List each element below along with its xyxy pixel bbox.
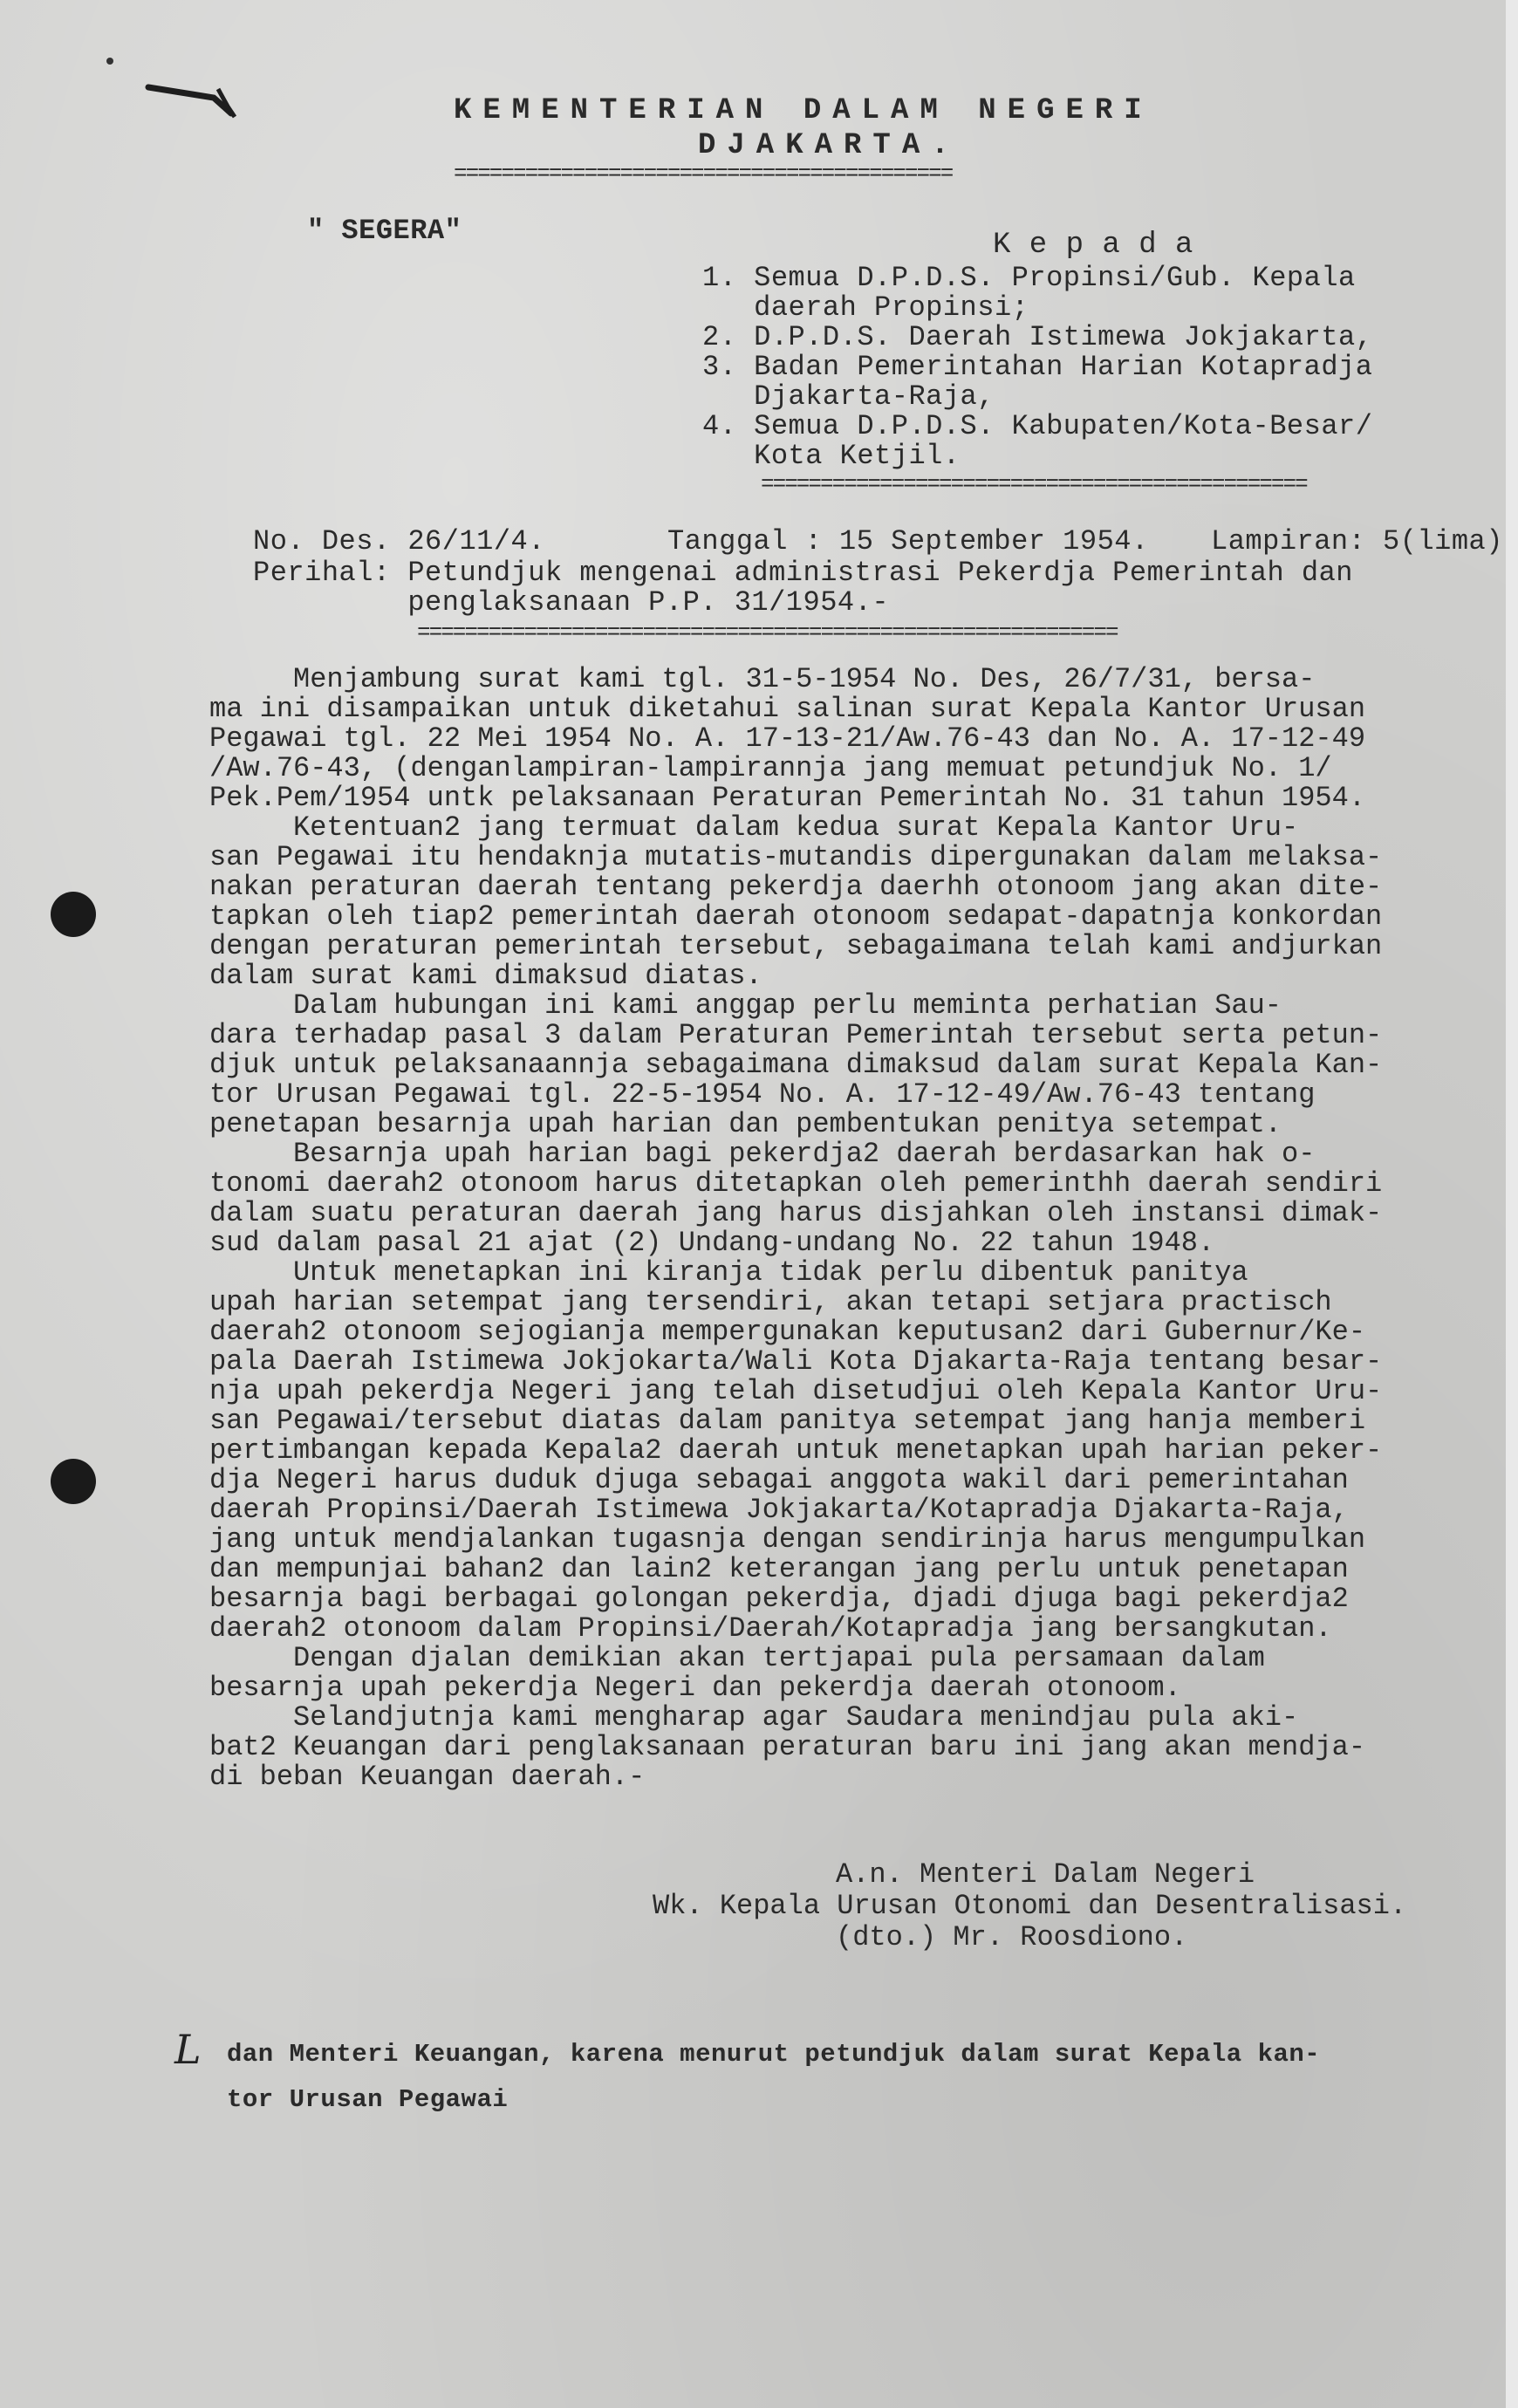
body-line: dan mempunjai bahan2 dan lain2 keterangan jang perlu untuk penetapan: [209, 1553, 1349, 1585]
attachment-count: Lampiran: 5(lima): [1211, 525, 1503, 558]
body-line: daerah2 otonoom sejogianja mempergunakan keputusan2 dari Gubernur/Ke-: [209, 1316, 1366, 1348]
subject-rule: ===========================================================: [417, 619, 1118, 646]
recipient-rule: ==============================================: [761, 471, 1307, 497]
body-line: bat2 Keuangan dari penglaksanaan peraturan baru ini jang akan mendja-: [209, 1731, 1366, 1763]
body-line: ma ini disampaikan untuk diketahui salinan surat Kepala Kantor Urusan: [209, 693, 1366, 725]
footnote-mark: L: [174, 2026, 202, 2073]
recipient-line: Djakarta-Raja,: [702, 380, 995, 413]
urgency-label: " SEGERA": [307, 215, 462, 247]
subject-line: penglaksanaan P.P. 31/1954.-: [253, 586, 890, 619]
body-line: daerah2 otonoom dalam Propinsi/Daerah/Kotapradja jang bersangkutan.: [209, 1612, 1332, 1645]
body-line: Pek.Pem/1954 untk pelaksanaan Peraturan Pemerintah No. 31 tahun 1954.: [209, 782, 1366, 814]
body-line: penetapan besarnja upah harian dan pembentukan penitya setempat.: [209, 1108, 1282, 1140]
body-line: Untuk menetapkan ini kiranja tidak perlu dibentuk panitya: [209, 1256, 1248, 1289]
header-rule: ==========================================: [454, 161, 953, 187]
body-line: dengan peraturan pemerintah tersebut, sebagaimana telah kami andjurkan: [209, 930, 1383, 962]
recipient-line: Kota Ketjil.: [702, 440, 961, 472]
body-line: pala Daerah Istimewa Jokjokarta/Wali Kota Djakarta-Raja tentang besar-: [209, 1345, 1383, 1378]
body-line: san Pegawai itu hendaknja mutatis-mutandis dipergunakan dalam melaksa-: [209, 841, 1383, 873]
letter-date: Tanggal : 15 September 1954.: [667, 525, 1149, 558]
body-line: besarnja upah pekerdja Negeri dan pekerdja daerah otonoom.: [209, 1672, 1181, 1704]
body-line: pertimbangan kepada Kepala2 daerah untuk menetapkan upah harian peker-: [209, 1434, 1383, 1467]
body-line: di beban Keuangan daerah.-: [209, 1761, 646, 1793]
body-line: dalam suatu peraturan daerah jang harus disjahkan oleh instansi dimak-: [209, 1197, 1383, 1229]
body-line: daerah Propinsi/Daerah Istimewa Jokjakarta/Kotapradja Djakarta-Raja,: [209, 1494, 1349, 1526]
body-line: tor Urusan Pegawai tgl. 22-5-1954 No. A. 17-12-49/Aw.76-43 tentang: [209, 1078, 1316, 1111]
body-line: jang untuk mendjalankan tugasnja dengan sendirinja harus mengumpulkan: [209, 1523, 1366, 1556]
body-line: Ketentuan2 jang termuat dalam kedua surat Kepala Kantor Uru-: [209, 811, 1299, 844]
recipient-line: 4. Semua D.P.D.S. Kabupaten/Kota-Besar/: [702, 410, 1373, 442]
body-line: dja Negeri harus duduk djuga sebagai anggota wakil dari pemerintahan: [209, 1464, 1349, 1496]
city-heading: DJAKARTA.: [698, 129, 961, 162]
body-line: Dalam hubungan ini kami anggap perlu meminta perhatian Sau-: [209, 989, 1282, 1022]
recipient-line: daerah Propinsi;: [702, 291, 1029, 324]
body-line: sud dalam pasal 21 ajat (2) Undang-undang No. 22 tahun 1948.: [209, 1227, 1215, 1259]
recipient-line: 2. D.P.D.S. Daerah Istimewa Jokjakarta,: [702, 321, 1373, 353]
footnote-line: tor Urusan Pegawai: [227, 2085, 509, 2114]
body-line: dara terhadap pasal 3 dalam Peraturan Pemerintah tersebut serta petun-: [209, 1019, 1383, 1051]
body-line: Dengan djalan demikian akan tertjapai pula persamaan dalam: [209, 1642, 1265, 1674]
body-line: Pegawai tgl. 22 Mei 1954 No. A. 17-13-21/Aw.76-43 dan No. A. 17-12-49: [209, 722, 1366, 755]
body-line: nakan peraturan daerah tentang pekerdja daerhh otonoom jang akan dite-: [209, 871, 1383, 903]
body-line: djuk untuk pelaksanaannja sebagaimana dimaksud dalam surat Kepala Kan-: [209, 1049, 1383, 1081]
staple-mark-icon: [144, 72, 240, 124]
ministry-heading: KEMENTERIAN DALAM NEGERI: [454, 94, 1153, 127]
subject-line: Perihal: Petundjuk mengenai administrasi Pekerdja Pemerintah dan: [253, 557, 1353, 589]
signature-line: Wk. Kepala Urusan Otonomi dan Desentralisasi.: [653, 1890, 1407, 1922]
body-line: Selandjutnja kami mengharap agar Saudara menindjau pula aki-: [209, 1701, 1299, 1734]
signature-line: A.n. Menteri Dalam Negeri: [836, 1858, 1255, 1891]
page-edge: [1506, 0, 1518, 2408]
body-line: Besarnja upah harian bagi pekerdja2 daerah berdasarkan hak o-: [209, 1138, 1316, 1170]
letter-number: No. Des. 26/11/4.: [253, 525, 545, 558]
body-line: /Aw.76-43, (denganlampiran-lampirannja jang memuat petundjuk No. 1/: [209, 752, 1332, 784]
signature-name: (dto.) Mr. Roosdiono.: [836, 1921, 1188, 1953]
body-line: upah harian setempat jang tersendiri, akan tetapi setjara practisch: [209, 1286, 1332, 1318]
body-line: nja upah pekerdja Negeri jang telah disetudjui oleh Kepala Kantor Uru-: [209, 1375, 1383, 1407]
ink-dot: [106, 58, 113, 65]
body-line: tapkan oleh tiap2 pemerintah daerah otonoom sedapat-dapatnja konkordan: [209, 900, 1383, 933]
recipient-line: 1. Semua D.P.D.S. Propinsi/Gub. Kepala: [702, 262, 1356, 294]
body-line: besarnja bagi berbagai golongan pekerdja, djadi djuga bagi pekerdja2: [209, 1583, 1349, 1615]
punch-hole: [51, 1459, 96, 1504]
recipient-heading: K e p a d a: [993, 229, 1193, 262]
body-line: dalam surat kami dimaksud diatas.: [209, 960, 762, 992]
body-line: Menjambung surat kami tgl. 31-5-1954 No. Des, 26/7/31, bersa-: [209, 663, 1316, 695]
punch-hole: [51, 892, 96, 937]
recipient-line: 3. Badan Pemerintahan Harian Kotapradja: [702, 351, 1373, 383]
body-line: san Pegawai/tersebut diatas dalam panitya setempat jang hanja memberi: [209, 1405, 1366, 1437]
body-line: tonomi daerah2 otonoom harus ditetapkan oleh pemerinthh daerah sendiri: [209, 1167, 1383, 1200]
footnote-line: dan Menteri Keuangan, karena menurut petundjuk dalam surat Kepala kan-: [227, 2040, 1321, 2069]
